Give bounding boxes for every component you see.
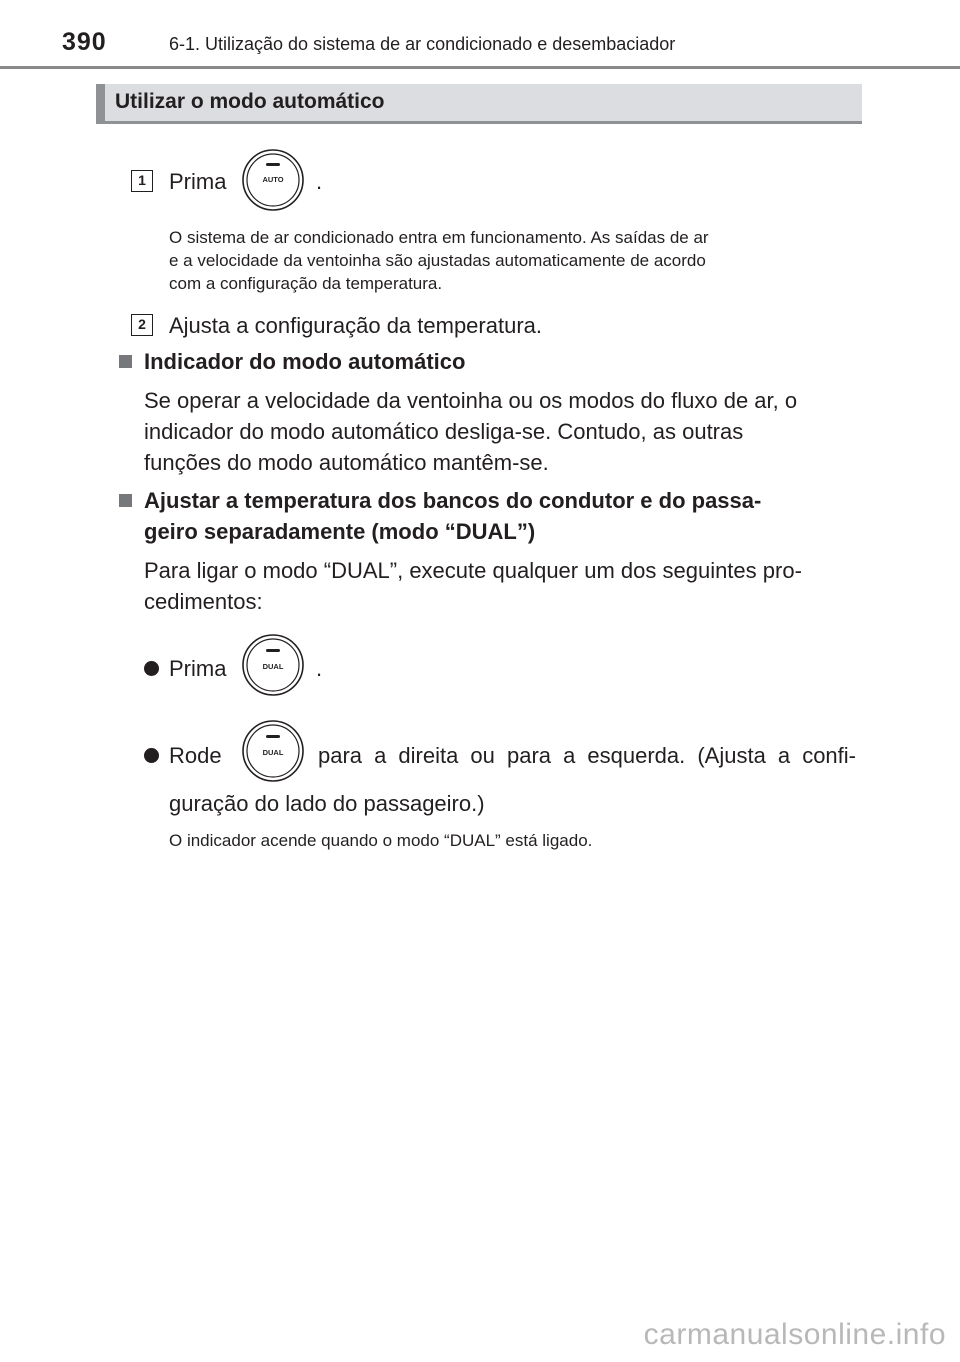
dual-bullet-2-suffix: para a direita ou para a esquerda. (Ajusta a confi-: [318, 743, 856, 768]
indicator-heading: Indicador do modo automático: [144, 349, 466, 374]
step-1-note-line-2: e a velocidade da ventoinha são ajustadas automaticamente de acordo: [169, 251, 706, 270]
section-header: [96, 84, 862, 124]
header-divider: [0, 66, 960, 69]
auto-button-label: AUTO: [262, 175, 284, 184]
square-bullet-icon: [119, 494, 132, 507]
step-1-note-line-3: com a configuração da temperatura.: [169, 274, 443, 293]
dual-intro-line-2: cedimentos:: [144, 589, 263, 614]
indicator-line-1: Se operar a velocidade da ventoinha ou os modos do fluxo de ar, o: [144, 388, 798, 413]
step-1-note-line-1: O sistema de ar condicionado entra em funcionamento. As saídas de ar: [169, 228, 709, 247]
indicator-line-3: funções do modo automático mantêm-se.: [144, 450, 549, 475]
dual-button-icon: [242, 634, 304, 696]
round-bullet-icon: [144, 661, 159, 676]
dual-button-label: DUAL: [262, 662, 284, 671]
page-number: 390: [62, 28, 107, 56]
watermark: carmanualsonline.info: [643, 1318, 946, 1351]
dual-heading-line-1: Ajustar a temperatura dos bancos do condutor e do passa-: [144, 488, 762, 513]
dual-knob-label: DUAL: [262, 748, 284, 757]
dual-note: O indicador acende quando o modo “DUAL” está ligado.: [169, 831, 593, 850]
indicator-line-2: indicador do modo automático desliga-se. Contudo, as outras: [144, 419, 744, 444]
dual-heading-line-2: geiro separadamente (modo “DUAL”): [144, 519, 536, 544]
chapter-title: 6-1. Utilização do sistema de ar condicionado e desembaciador: [169, 34, 676, 54]
dual-bullet-1-text: Prima: [169, 656, 227, 681]
step-1-text: Prima: [169, 169, 227, 194]
section-header-bar: [96, 84, 105, 121]
step-number-1: 1: [131, 170, 153, 192]
dual-knob-icon: [242, 720, 304, 782]
dual-intro-line-1: Para ligar o modo “DUAL”, execute qualquer um dos seguintes pro-: [144, 558, 802, 583]
square-bullet-icon: [119, 355, 132, 368]
step-1-period: .: [316, 169, 323, 194]
round-bullet-icon: [144, 748, 159, 763]
auto-button-icon: [242, 149, 304, 211]
dual-bullet-2-continuation: guração do lado do passageiro.): [169, 791, 485, 816]
section-title: Utilizar o modo automático: [115, 90, 385, 113]
step-number-2: 2: [131, 314, 153, 336]
step-2-text: Ajusta a configuração da temperatura.: [169, 313, 543, 338]
dual-bullet-2-text: Rode: [169, 743, 222, 768]
dual-bullet-1-period: .: [316, 656, 323, 681]
